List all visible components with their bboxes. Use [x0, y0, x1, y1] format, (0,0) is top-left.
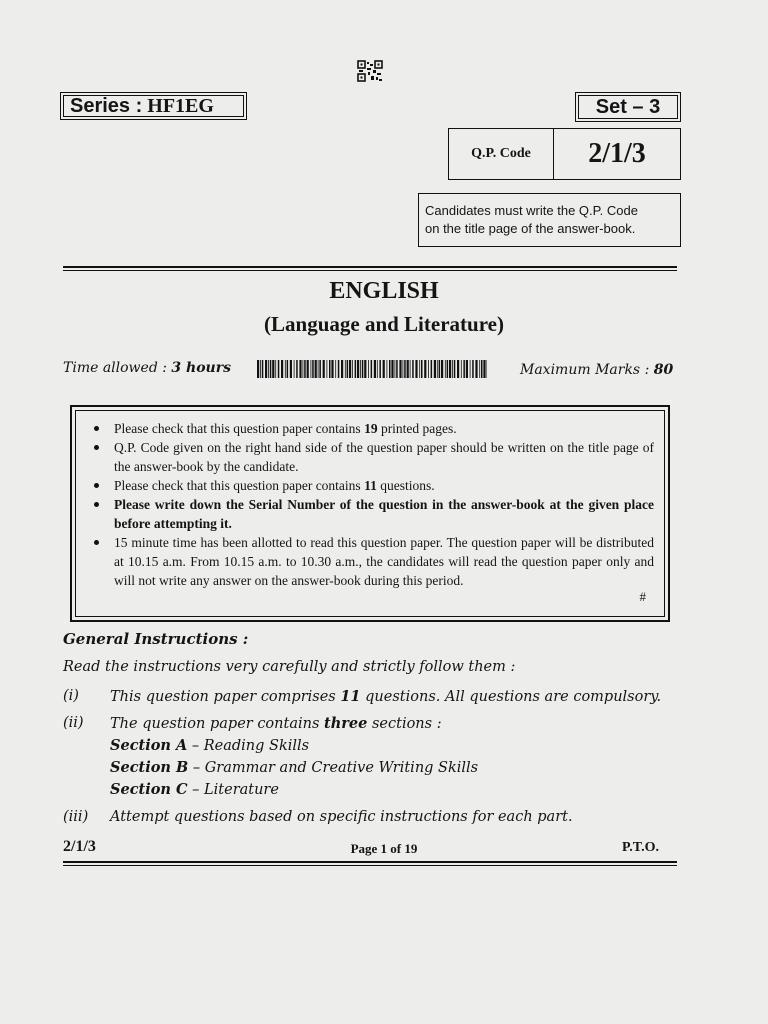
barcode-bar	[347, 360, 349, 378]
series-label-text: Series :	[70, 95, 143, 117]
marks-value: 80	[653, 362, 674, 378]
barcode-bar	[452, 360, 453, 378]
barcode-bar	[483, 360, 485, 378]
barcode-bar	[421, 360, 423, 378]
instruction-text: printed pages.	[377, 421, 457, 436]
barcode-bar	[415, 360, 417, 378]
barcode-bar	[449, 360, 451, 378]
bullet-icon	[94, 445, 99, 450]
instruction-text-bold: Please write down the Serial Number of the question in the answer-book at the given place before attempting it.	[114, 497, 654, 531]
barcode-bar	[461, 360, 462, 378]
barcode-bar	[454, 360, 456, 378]
time-label: Time allowed :	[63, 360, 172, 376]
time-allowed	[63, 360, 231, 376]
barcode-bar	[377, 360, 378, 378]
barcode-bar	[383, 360, 385, 378]
barcode-bar	[447, 360, 449, 378]
barcode-bar	[287, 360, 289, 378]
barcode-bar	[419, 360, 420, 378]
item-number-i: (i)	[63, 688, 79, 704]
barcode-bar	[412, 360, 414, 378]
barcode-bar	[265, 360, 267, 378]
instruction-item	[90, 419, 654, 438]
general-item-i	[110, 688, 661, 705]
barcode-bar	[299, 360, 301, 378]
barcode-bar	[407, 360, 409, 378]
qp-code-notice	[418, 193, 681, 247]
barcode-bar	[439, 360, 441, 378]
barcode-bar	[475, 360, 477, 378]
instruction-item	[90, 476, 654, 495]
section-b	[110, 759, 478, 776]
maximum-marks	[520, 362, 673, 378]
barcode-bar	[428, 360, 429, 378]
barcode-bar	[395, 360, 396, 378]
instruction-item	[90, 533, 654, 590]
barcode-bar	[331, 360, 333, 378]
barcode-bar	[319, 360, 321, 378]
barcode-bar	[371, 360, 373, 378]
barcode-bar	[335, 360, 336, 378]
barcode-icon	[257, 360, 487, 378]
bullet-icon	[94, 540, 99, 545]
section-c-name: Section C	[110, 781, 188, 798]
barcode-bar	[349, 360, 351, 378]
barcode-bar	[360, 360, 361, 378]
barcode-bar	[404, 360, 406, 378]
barcode-bar	[315, 360, 317, 378]
notice-line-2: on the title page of the answer-book.	[425, 221, 636, 236]
barcode-bar	[312, 360, 314, 378]
section-a-desc: – Reading Skills	[187, 738, 310, 754]
barcode-bar	[345, 360, 346, 378]
barcode-bar	[389, 360, 391, 378]
item-text: The question paper contains	[110, 716, 325, 732]
barcode-bar	[391, 360, 393, 378]
barcode-bar	[304, 360, 306, 378]
barcode-bar	[338, 360, 340, 378]
barcode-bar	[270, 360, 272, 378]
section-b-desc: – Grammar and Creative Writing Skills	[188, 760, 479, 776]
section-c-desc: – Literature	[187, 782, 279, 798]
general-instructions-heading: General Instructions :	[63, 630, 249, 648]
footer-pto: P.T.O.	[622, 840, 659, 855]
barcode-bar	[281, 360, 283, 378]
barcode-bar	[470, 360, 471, 378]
section-b-name: Section B	[110, 759, 189, 776]
item-number-ii: (ii)	[63, 715, 84, 731]
series-value: HF1EG	[147, 95, 214, 117]
barcode-bar	[481, 360, 483, 378]
series-box	[60, 92, 247, 120]
section-c	[110, 781, 279, 798]
marks-label: Maximum Marks :	[520, 362, 654, 378]
top-divider	[63, 266, 677, 268]
barcode-bar	[379, 360, 381, 378]
barcode-bar	[323, 360, 325, 378]
barcode-bar	[457, 360, 459, 378]
barcode-bar	[441, 360, 443, 378]
item-bold: three	[324, 715, 368, 732]
set-label: Set – 3	[578, 95, 678, 119]
barcode-bar	[466, 360, 468, 378]
barcode-bar	[318, 360, 319, 378]
footer-qp-code: 2/1/3	[63, 838, 96, 855]
barcode-bar	[272, 360, 274, 378]
qp-code-box	[448, 128, 681, 180]
barcode-bar	[303, 360, 304, 378]
candidate-instructions	[75, 410, 665, 617]
barcode-bar	[445, 360, 446, 378]
qp-code-value: 2/1/3	[588, 138, 646, 169]
instruction-item	[90, 438, 654, 476]
item-bold: 11	[340, 688, 361, 705]
barcode-bar	[362, 360, 364, 378]
barcode-bar	[374, 360, 376, 378]
top-divider-thin	[63, 270, 677, 271]
instruction-text: Please check that this question paper contains	[114, 478, 365, 493]
time-value: 3 hours	[171, 360, 231, 376]
footer-page-number: Page 1 of 19	[350, 841, 418, 856]
barcode-bar	[296, 360, 298, 378]
barcode-bar	[364, 360, 366, 378]
barcode-bar	[387, 360, 388, 378]
barcode-bar	[329, 360, 331, 378]
barcode-bar	[352, 360, 353, 378]
bullet-icon	[94, 426, 99, 431]
instruction-text: Please check that this question paper contains	[114, 421, 365, 436]
barcode-bar	[290, 360, 292, 378]
bullet-icon	[94, 483, 99, 488]
instruction-questions: 11	[364, 478, 377, 493]
instruction-text: 15 minute time has been allotted to read this question paper. The question paper will be distributed at 10.15 a.m. From 10.15 a.m. to 10.30 a.m., the candidates will read the question paper only and will not write any answer on the answer-book during this period.	[114, 535, 654, 588]
item-text: This question paper comprises	[110, 689, 341, 705]
barcode-bar	[285, 360, 286, 378]
barcode-bar	[479, 360, 480, 378]
barcode-bar	[368, 360, 369, 378]
instruction-pages: 19	[364, 421, 378, 436]
instruction-text: Q.P. Code given on the right hand side of the question paper should be written on the title page of the answer-book by the candidate.	[114, 440, 654, 474]
instruction-text: questions.	[376, 478, 435, 493]
item-number-iii: (iii)	[63, 809, 89, 825]
barcode-bar	[434, 360, 436, 378]
barcode-bar	[294, 360, 295, 378]
barcode-bar	[262, 360, 264, 378]
barcode-bar	[275, 360, 276, 378]
section-a-name: Section A	[110, 737, 188, 754]
barcode-bar	[410, 360, 411, 378]
barcode-bar	[487, 360, 488, 378]
footer-divider	[63, 861, 677, 863]
instruction-item	[90, 495, 654, 533]
footer-divider-thin	[63, 865, 677, 866]
item-text: questions. All questions are compulsory.	[360, 689, 662, 705]
barcode-bar	[355, 360, 357, 378]
barcode-bar	[260, 360, 261, 378]
hash-mark: #	[639, 589, 646, 604]
barcode-bar	[268, 360, 269, 378]
subject-subtitle: (Language and Literature)	[264, 312, 504, 336]
series-label	[63, 95, 244, 117]
item-text: sections :	[367, 716, 442, 732]
section-a	[110, 737, 309, 754]
barcode-bar	[357, 360, 359, 378]
subject-title: ENGLISH	[329, 278, 439, 304]
general-item-ii	[110, 715, 442, 732]
barcode-bar	[403, 360, 404, 378]
barcode-bar	[472, 360, 474, 378]
qr-code-icon	[357, 60, 383, 82]
barcode-bar	[463, 360, 465, 378]
barcode-bar	[278, 360, 280, 378]
barcode-bar	[424, 360, 426, 378]
bullet-icon	[94, 502, 99, 507]
general-item-iii: Attempt questions based on specific instructions for each part.	[110, 809, 573, 825]
barcode-bar	[327, 360, 328, 378]
qp-code-label: Q.P. Code	[449, 129, 554, 179]
barcode-bar	[399, 360, 401, 378]
barcode-bar	[396, 360, 398, 378]
barcode-bar	[307, 360, 309, 378]
notice-line-1: Candidates must write the Q.P. Code	[425, 203, 638, 218]
barcode-bar	[341, 360, 343, 378]
barcode-bar	[311, 360, 312, 378]
barcode-bar	[437, 360, 438, 378]
general-instructions-intro: Read the instructions very carefully and strictly follow them :	[63, 659, 516, 675]
barcode-bar	[431, 360, 433, 378]
barcode-bar	[257, 360, 259, 378]
set-box	[575, 92, 681, 122]
candidate-instructions-box	[70, 405, 670, 622]
